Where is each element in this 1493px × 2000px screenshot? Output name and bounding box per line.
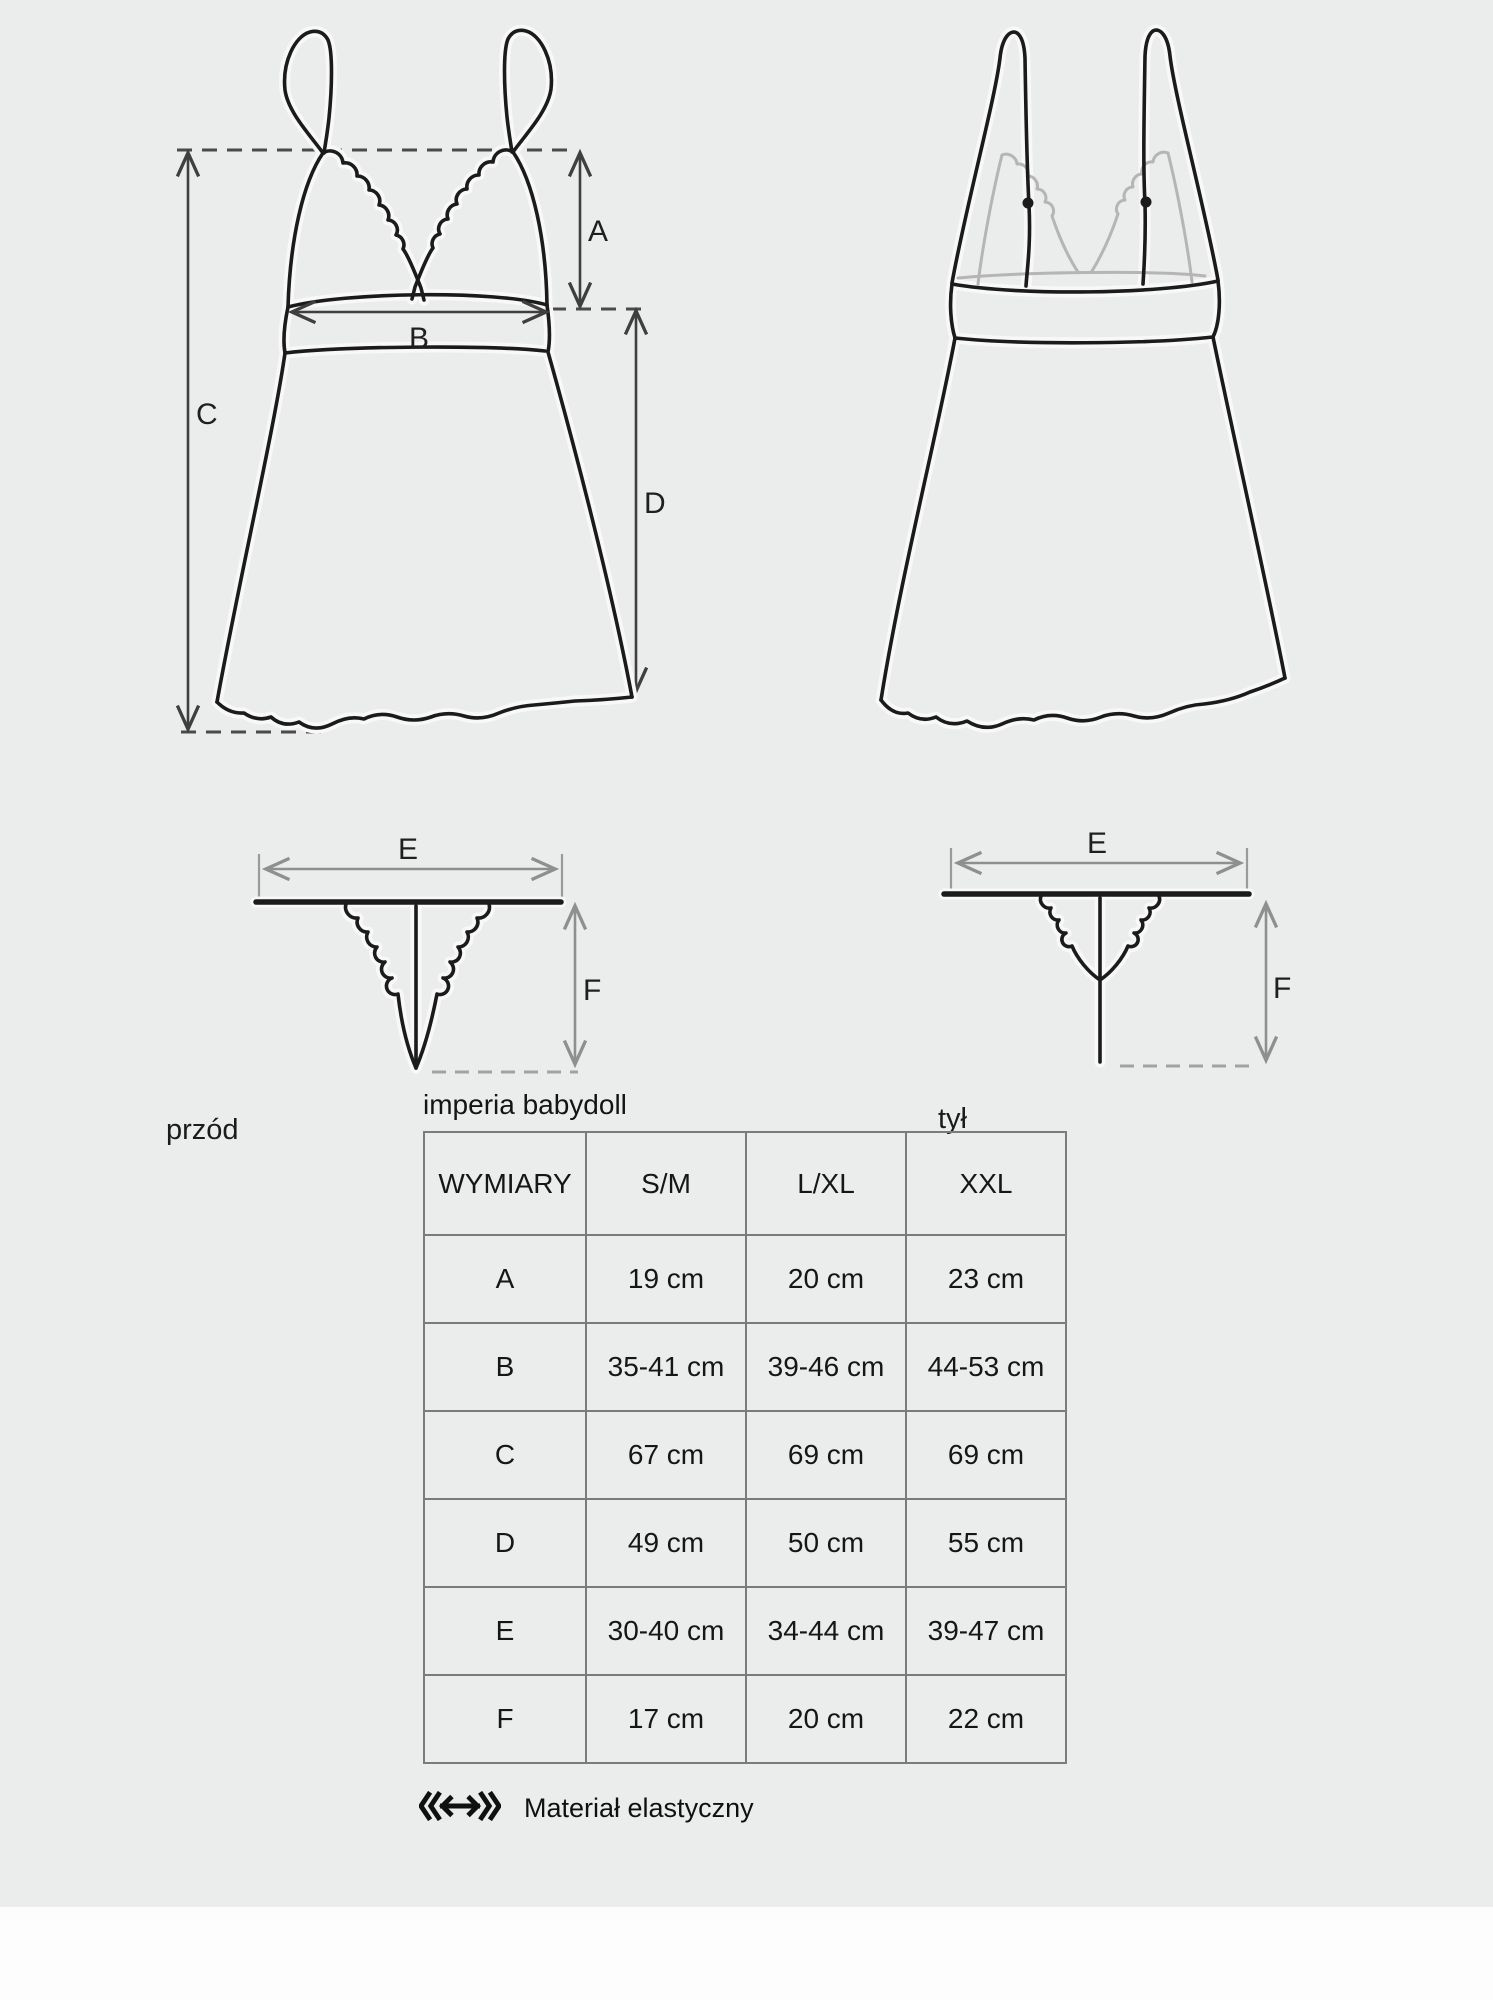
front-babydoll-drawing — [217, 30, 632, 728]
back-view-label: tył — [938, 1103, 967, 1135]
size-value: 69 cm — [906, 1411, 1066, 1499]
column-header: S/M — [586, 1132, 746, 1235]
size-value: 69 cm — [746, 1411, 906, 1499]
size-value: 39-47 cm — [906, 1587, 1066, 1675]
row-label: A — [424, 1235, 586, 1323]
back-panty-drawing — [944, 894, 1249, 1062]
dimension-label-a: A — [588, 215, 609, 248]
table-title: imperia babydoll — [423, 1089, 627, 1120]
front-panty-drawing — [256, 902, 561, 1068]
size-value: 30-40 cm — [586, 1587, 746, 1675]
dimension-letters — [196, 215, 1291, 1007]
row-label: E — [424, 1587, 586, 1675]
row-label: C — [424, 1411, 586, 1499]
table-row — [424, 1675, 1066, 1763]
dimension-label-b: B — [408, 322, 430, 355]
size-table — [423, 1131, 1067, 1764]
row-label: D — [424, 1499, 586, 1587]
table-row — [424, 1323, 1066, 1411]
dimension-label-c: C — [196, 398, 218, 431]
size-value: 39-46 cm — [746, 1323, 906, 1411]
elastic-material-icon — [419, 1791, 501, 1821]
size-value: 35-41 cm — [586, 1323, 746, 1411]
size-value: 67 cm — [586, 1411, 746, 1499]
table-row — [424, 1235, 1066, 1323]
back-dimension-label-e: E — [1086, 827, 1108, 860]
front-dimension-label-e: E — [397, 833, 419, 866]
elastic-material-label: Materiał elastyczny — [524, 1793, 754, 1823]
row-label: F — [424, 1675, 586, 1763]
size-value: 17 cm — [586, 1675, 746, 1763]
back-babydoll-drawing — [881, 30, 1285, 727]
row-label: B — [424, 1323, 586, 1411]
size-value: 20 cm — [746, 1675, 906, 1763]
column-header: L/XL — [746, 1132, 906, 1235]
bottom-white-strip — [0, 1907, 1493, 2000]
size-value: 55 cm — [906, 1499, 1066, 1587]
table-row — [424, 1411, 1066, 1499]
size-value: 23 cm — [906, 1235, 1066, 1323]
dimension-label-d: D — [644, 487, 666, 520]
column-header: WYMIARY — [424, 1132, 586, 1235]
size-value: 34-44 cm — [746, 1587, 906, 1675]
table-header-row — [424, 1132, 1066, 1235]
front-dimension-label-f: F — [583, 974, 602, 1007]
size-value: 44-53 cm — [906, 1323, 1066, 1411]
front-view-label: przód — [166, 1114, 239, 1146]
size-value: 22 cm — [906, 1675, 1066, 1763]
size-value: 49 cm — [586, 1499, 746, 1587]
back-dimension-label-f: F — [1273, 972, 1292, 1005]
strap-slider-dots — [1023, 197, 1152, 209]
table-row — [424, 1587, 1066, 1675]
table-row — [424, 1499, 1066, 1587]
size-value: 20 cm — [746, 1235, 906, 1323]
size-value: 50 cm — [746, 1499, 906, 1587]
seethrough-lace-lines — [958, 152, 1205, 284]
size-value: 19 cm — [586, 1235, 746, 1323]
column-header: XXL — [906, 1132, 1066, 1235]
